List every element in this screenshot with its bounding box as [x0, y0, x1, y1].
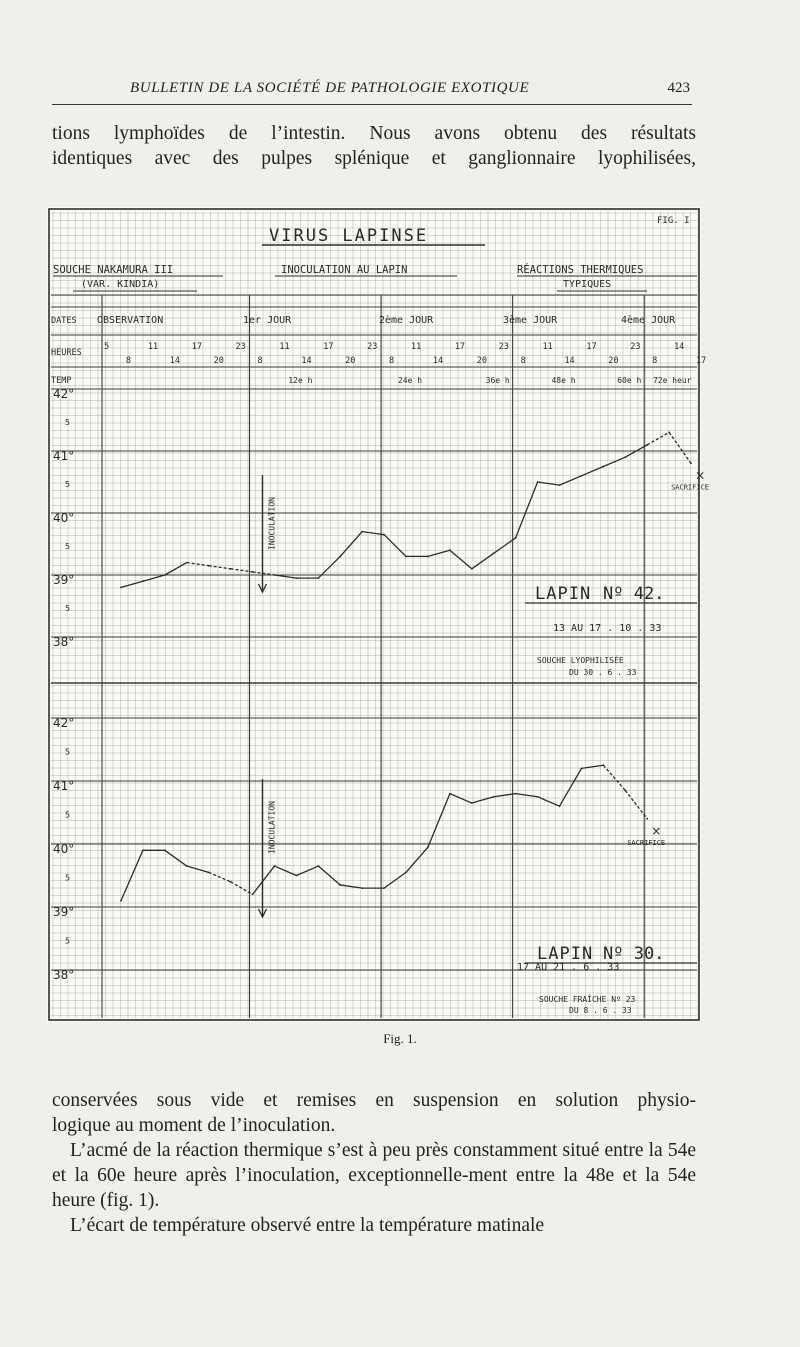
- reactions-subheader: TYPIQUES: [563, 279, 612, 290]
- day-1-label: 1er JOUR: [243, 315, 292, 326]
- series-2-point: [339, 884, 341, 886]
- rabbit-top-label: LAPIN: [535, 584, 592, 604]
- row-label-dates: DATES: [51, 316, 77, 326]
- series-2-point: [537, 796, 539, 798]
- series-1-point: [449, 549, 451, 551]
- hours-after-label: 48e h: [551, 376, 576, 385]
- hour-tick-label: 11: [147, 342, 159, 352]
- temp-axis-label-top: 42°: [53, 387, 75, 401]
- series-1-point: [164, 574, 166, 576]
- series-1-segment: [603, 457, 625, 466]
- series-1-point: [471, 568, 473, 570]
- inoculation-header: INOCULATION AU LAPIN: [281, 264, 408, 276]
- series-2-point: [515, 793, 517, 795]
- inoculation-label: INOCULATION: [267, 497, 277, 550]
- series-1-point: [646, 444, 648, 446]
- observation-label: OBSERVATION: [97, 315, 164, 326]
- body-line-1: conservées sous vide et remises en suspension en solution physio-: [52, 1090, 696, 1111]
- temp-axis-label-bottom: 40°: [53, 842, 75, 856]
- series-2-point: [624, 790, 626, 792]
- series-1-point: [515, 537, 517, 539]
- hour-tick-label: 23: [498, 342, 509, 352]
- table-frame: [49, 209, 699, 1020]
- series-2-point: [120, 900, 122, 902]
- journal-title: BULLETIN DE LA SOCIÉTÉ DE PATHOLOGIE EXOTIQUE: [130, 80, 530, 96]
- hour-tick-label: 20: [476, 356, 487, 366]
- hour-tick-label: 8: [520, 356, 526, 366]
- half-degree-mark: 5: [65, 936, 71, 946]
- sacrifice-cross-icon: ×: [651, 823, 662, 838]
- series-1-point: [339, 556, 341, 558]
- hour-tick-label: 8: [125, 356, 132, 366]
- series-2-segment: [384, 872, 406, 888]
- body-paragraph-3: L’écart de température observé entre la température matinale: [70, 1215, 545, 1236]
- series-1-segment: [253, 572, 275, 575]
- series-2-point: [471, 802, 473, 804]
- hour-tick-label: 11: [279, 342, 290, 352]
- series-2-segment: [450, 794, 472, 803]
- hour-tick-label: 14: [674, 342, 685, 352]
- hour-tick-label: 8: [257, 356, 263, 366]
- series-2-point: [252, 894, 254, 896]
- temp-axis-label-top: 38°: [53, 635, 75, 649]
- series-2-segment: [296, 866, 318, 875]
- figure-labels: [51, 216, 697, 386]
- series-2-segment: [603, 765, 625, 790]
- series-1-segment: [472, 553, 494, 569]
- series-1-point: [581, 475, 583, 477]
- grid-lines: [51, 211, 698, 1018]
- temp-axis-label-bottom: 39°: [53, 905, 75, 919]
- temp-axis-label-bottom: 42°: [53, 716, 75, 730]
- series-1-segment: [647, 432, 669, 444]
- rabbit-bottom-souche-2: DU 8 . 6 . 33: [569, 1006, 632, 1015]
- series-1-segment: [538, 482, 560, 485]
- series-2-point: [493, 796, 495, 798]
- series-2-point: [186, 865, 188, 867]
- hour-tick-label: 11: [410, 342, 422, 352]
- rabbit-top-souche-1: SOUCHE LYOPHILISÉE: [537, 656, 624, 665]
- hour-tick-label: 11: [542, 342, 553, 352]
- series-1-segment: [121, 581, 143, 587]
- series-1-point: [296, 577, 298, 579]
- day-3-label: 3ème JOUR: [503, 315, 558, 326]
- hour-tick-label: 8: [652, 356, 658, 366]
- series-2-point: [383, 887, 385, 889]
- hour-tick-label: 17: [696, 356, 707, 366]
- hour-tick-label: 14: [432, 356, 444, 366]
- series-1-point: [602, 466, 604, 468]
- body-paragraph-1: [52, 1088, 696, 1138]
- hour-tick-label: 14: [564, 356, 575, 366]
- half-degree-mark: 5: [65, 873, 71, 883]
- series-2-point: [361, 887, 363, 889]
- hour-tick-label: 23: [630, 342, 641, 352]
- half-degree-mark: 5: [65, 810, 71, 820]
- series-1-point: [252, 571, 254, 573]
- series-1-point: [142, 580, 144, 582]
- series-2-segment: [187, 866, 209, 872]
- series-1-point: [208, 565, 210, 567]
- souche-subheader: (VAR. KINDIA): [81, 279, 160, 290]
- series-1-point: [690, 463, 692, 465]
- temp-axis-label-bottom: 41°: [53, 779, 75, 793]
- row-label-heures: HEURES: [51, 348, 82, 358]
- temp-axis-label-top: 41°: [53, 449, 75, 463]
- series-1-point: [361, 531, 363, 533]
- sacrifice-label: SACRIFICE: [671, 483, 710, 492]
- half-degree-mark: 5: [65, 542, 71, 551]
- hour-tick-label: 17: [586, 342, 597, 352]
- series-1-point: [120, 587, 122, 589]
- half-degree-mark: 5: [65, 747, 71, 757]
- inoculation-label: INOCULATION: [267, 801, 277, 854]
- series-1-segment: [187, 563, 209, 566]
- hour-tick-label: 17: [323, 342, 334, 352]
- series-1-segment: [669, 432, 691, 463]
- series-2-segment: [406, 847, 428, 872]
- day-4-label: 4ème JOUR: [621, 315, 676, 326]
- series-2-point: [405, 871, 407, 873]
- hours-after-label: 72e heur: [653, 376, 692, 385]
- temp-axis-label-top: 40°: [53, 511, 75, 525]
- hour-tick-label: 23: [235, 342, 246, 352]
- series-1-segment: [143, 575, 165, 581]
- series-2-segment: [516, 794, 538, 797]
- series-1-point: [274, 574, 276, 576]
- series-1-segment: [340, 532, 362, 557]
- series-2-point: [449, 793, 451, 795]
- intro-line-1: tions lymphoïdes de l’intestin. Nous avons obtenu des résultats: [52, 123, 696, 144]
- series-2-point: [427, 846, 429, 848]
- intro-paragraph: [52, 121, 696, 171]
- hours-after-label: 12e h: [288, 376, 313, 385]
- series-1-point: [668, 432, 670, 434]
- hours-after-label: 36e h: [485, 376, 510, 385]
- sacrifice-cross-icon: ×: [695, 468, 706, 483]
- figure-title: VIRUS LAPINSE: [269, 226, 429, 246]
- running-header: [52, 78, 692, 105]
- hour-tick-label: 14: [301, 356, 312, 366]
- rabbit-bottom-number: Nº 30.: [603, 944, 665, 964]
- half-degree-mark: 5: [65, 604, 71, 613]
- series-1-segment: [450, 550, 472, 569]
- page-number: 423: [667, 80, 690, 96]
- series-1-segment: [209, 566, 231, 569]
- series-2-segment: [472, 797, 494, 803]
- temperature-chart-figure: [47, 207, 710, 1022]
- series-2-point: [602, 764, 604, 766]
- series-2-segment: [253, 866, 275, 894]
- rabbit-top-number: Nº 42.: [603, 584, 665, 604]
- series-1-point: [537, 481, 539, 483]
- series-2-point: [274, 865, 276, 867]
- hour-tick-label: 8: [389, 356, 395, 366]
- half-degree-mark: 5: [65, 480, 71, 489]
- fig-tag: FIG. I: [657, 216, 690, 226]
- series-2-point: [164, 849, 166, 851]
- hour-tick-label: 20: [345, 356, 356, 366]
- series-2-point: [581, 768, 583, 770]
- hour-tick-label: 20: [213, 356, 224, 366]
- rabbit-bottom-souche-1: SOUCHE FRAÎCHE Nº 23: [539, 995, 636, 1004]
- rabbit-top-souche-2: DU 30 . 6 . 33: [569, 668, 637, 677]
- series-1-point: [624, 456, 626, 458]
- series-2-point: [230, 881, 232, 883]
- figure-caption: Fig. 1.: [383, 1031, 417, 1046]
- series-2-point: [296, 875, 298, 877]
- series-2-point: [317, 865, 319, 867]
- series-1-point: [383, 534, 385, 536]
- series-1-point: [427, 556, 429, 558]
- series-1-point: [493, 552, 495, 554]
- day-2-label: 2ème JOUR: [379, 315, 434, 326]
- row-label-temp: TEMP: [51, 376, 72, 386]
- hours-after-label: 24e h: [397, 376, 423, 385]
- series-1-point: [405, 556, 407, 558]
- hour-tick-label: 14: [169, 356, 181, 366]
- series-1-point: [230, 568, 232, 570]
- hours-after-label: 60e h: [617, 376, 642, 385]
- series-1-point: [559, 484, 561, 486]
- hour-tick-label: 23: [367, 342, 378, 352]
- souche-header: SOUCHE NAKAMURA III: [53, 264, 174, 276]
- temp-axis-label-bottom: 38°: [53, 968, 75, 982]
- series-2-point: [142, 849, 144, 851]
- series-2-segment: [340, 885, 362, 888]
- series-2-point: [646, 818, 648, 820]
- intro-line-2: identiques avec des pulpes splénique et ganglionnaire lyophilisées,: [52, 148, 696, 169]
- series-1-point: [186, 562, 188, 564]
- hour-tick-label: 20: [608, 356, 619, 366]
- half-degree-mark: 5: [65, 418, 71, 427]
- temp-axis-label-top: 39°: [53, 573, 75, 587]
- temperature-chart-svg: [47, 207, 710, 1022]
- rabbit-top-dates: 13 AU 17 . 10 . 33: [553, 623, 662, 634]
- sacrifice-label: SACRIFICE: [627, 838, 666, 847]
- series-2-segment: [318, 866, 340, 885]
- hour-tick-label: 5: [104, 342, 110, 352]
- reactions-header: RÉACTIONS THERMIQUES: [517, 264, 644, 276]
- figure-border: [49, 209, 699, 1020]
- body-line-2: logique au moment de l’inoculation.: [52, 1115, 336, 1136]
- series-2-point: [208, 871, 210, 873]
- body-paragraph-2: L’acmé de la réaction thermique s’est à peu près constamment situé entre la 54e et la 60e heure après l’inoculation, exceptionnelle-ment entre la 48e et la 54e heure (fig. 1).: [52, 1140, 696, 1211]
- series-1-segment: [384, 535, 406, 557]
- rabbit-bottom-label: LAPIN: [537, 944, 594, 964]
- hour-tick-label: 17: [454, 342, 466, 352]
- series-1-segment: [428, 550, 450, 556]
- rabbit-bottom-dates: 17 AU 21 . 6 . 33: [517, 962, 620, 973]
- hour-tick-label: 17: [191, 342, 202, 352]
- series-2-point: [559, 805, 561, 807]
- series-1-point: [317, 577, 319, 579]
